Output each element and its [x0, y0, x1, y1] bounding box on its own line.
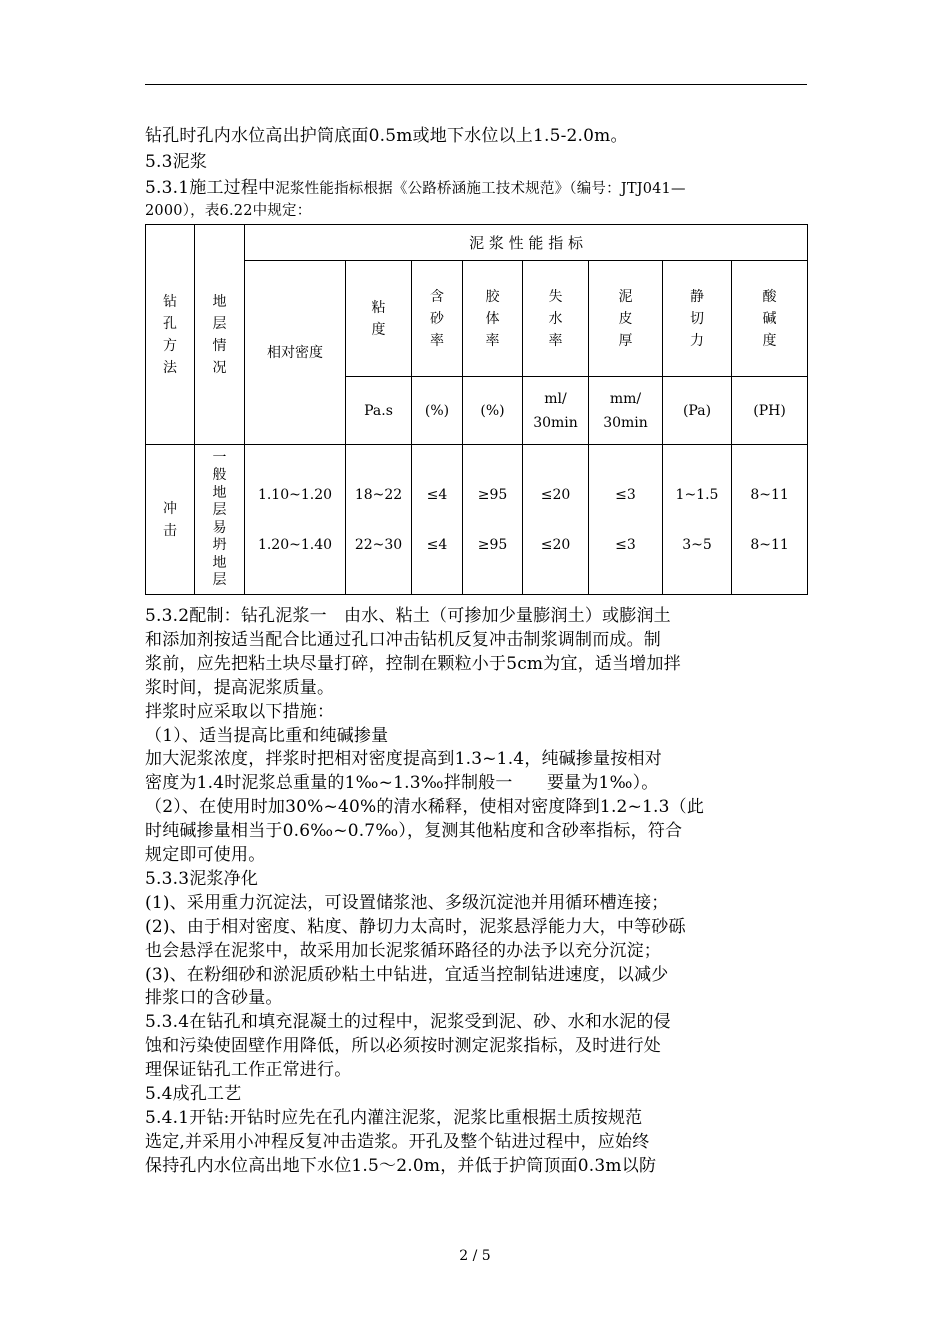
subsection-heading: 5.3.1施工过程中 [145, 178, 276, 198]
table-cell-viscosity: 22~30 [354, 536, 403, 553]
stacked-text-char: 体 [485, 310, 500, 327]
paragraph-line [145, 177, 807, 201]
stacked-text-char: 坍 [212, 537, 227, 553]
table-cell-cake: ≤3 [615, 536, 636, 553]
paragraph-line: 5.3.4在钻孔和填充混凝土的过程中，泥浆受到泥、砂、水和水泥的侵 [145, 1012, 671, 1033]
stacked-text-char: 率 [548, 332, 563, 349]
stacked-text-char: 击 [163, 522, 177, 539]
table-cell-shear: 3~5 [682, 536, 712, 553]
value-density [245, 445, 346, 595]
stacked-text-char: 胶 [485, 288, 500, 305]
paragraph-line: 保持孔内水位高出地下水位1.5～2.0m，并低于护筒顶面0.3m以防 [145, 1155, 657, 1176]
unit-ph: (PH) [732, 377, 808, 445]
stacked-text-char: 一 [212, 449, 227, 466]
stacked-text-char: 砂 [430, 310, 444, 327]
table-cell-viscosity: 18~22 [354, 486, 403, 503]
header-mud-performance: 泥 浆 性 能 指 标 [245, 225, 808, 261]
stacked-text-char: 地 [212, 554, 227, 571]
value-ph [732, 445, 808, 595]
paragraph-line: 和添加剂按适当配合比通过孔口冲击钻机反复冲击制浆调制而成。制 [145, 629, 661, 650]
unit-cake [589, 377, 663, 445]
unit-water-loss [523, 377, 589, 445]
header-drill-method-char: 钻 [163, 293, 177, 310]
value-drill-method [146, 445, 195, 595]
paragraph-line: 5.3.2配制：钻孔泥浆一 由水、粘土（可掺加少量膨润土）或膨润土 [145, 606, 671, 626]
stacked-text-char: 般 [212, 467, 227, 483]
paragraph-line: 理保证钻孔工作正常进行。 [145, 1060, 352, 1081]
table-cell-ph: 8~11 [750, 486, 789, 503]
paragraph-line: 加大泥浆浓度，拌浆时把相对密度提高到1.3~1.4，纯碱掺量按相对 [145, 749, 662, 770]
paragraph-line: 5.4.1开钻:开钻时应先在孔内灌注泥浆，泥浆比重根据土质按规范 [145, 1107, 643, 1128]
header-stratum [195, 225, 245, 445]
paragraph-line: (2)、由于相对密度、粘度、静切力太高时，泥浆悬浮能力大，中等砂砾 [145, 916, 686, 937]
unit-shear: (Pa) [663, 377, 732, 445]
table-cell-shear: 1~1.5 [675, 486, 719, 503]
header-density: 相对密度 [245, 261, 346, 445]
paragraph-line: 排浆口的含砂量。 [145, 988, 283, 1009]
paragraph-line: 5.4成孔工艺 [145, 1084, 242, 1104]
header-stratum-char: 层 [212, 315, 227, 332]
stacked-text-char: mm/ [609, 390, 642, 407]
paragraph-line: 钻孔时孔内水位高出护筒底面0.5m或地下水位以上1.5-2.0m。 [145, 126, 628, 146]
stacked-text-char: 含 [430, 288, 444, 305]
header-sand-content [412, 261, 463, 377]
stacked-text-char: 率 [485, 332, 500, 349]
header-viscosity [346, 261, 412, 377]
paragraph-line: 浆前，应先把粘土块尽量打碎，控制在颗粒小于5cm为宜，适当增加拌 [145, 653, 681, 674]
paragraph-line: 2000），表6.22中规定： [145, 203, 312, 219]
paragraph-line: 也会悬浮在泥浆中，故采用加长泥浆循环路径的办法予以充分沉淀； [145, 940, 661, 961]
stacked-text-char: 酸 [762, 288, 777, 305]
table-cell-ph: 8~11 [750, 536, 789, 553]
header-drill-method-char: 方 [163, 337, 177, 354]
unit-colloid: (%) [463, 377, 523, 445]
paragraph-line: (1)、采用重力沉淀法，可设置储浆池、多级沉淀池并用循环槽连接； [145, 892, 669, 913]
value-water-loss [523, 445, 589, 595]
table-cell-cake: ≤3 [615, 486, 636, 503]
table-cell-waterloss: ≤20 [540, 536, 571, 553]
stacked-text-char: 易 [212, 519, 227, 536]
header-stratum-char: 况 [212, 359, 227, 376]
value-stratum [195, 445, 245, 595]
table-cell-density: 1.20~1.40 [257, 536, 333, 553]
header-drill-method-char: 孔 [163, 315, 177, 332]
unit-viscosity: Pa.s [346, 377, 412, 445]
paragraph-line: 拌浆时应采取以下措施： [145, 701, 335, 722]
paragraph-line: (3)、在粉细砂和淤泥质砂粘土中钻进，宜适当控制钻进速度，以减少 [145, 964, 669, 985]
stacked-text-char: 冲 [163, 500, 177, 517]
header-cake-thickness [589, 261, 663, 377]
stacked-text-char: 水 [548, 310, 563, 327]
stacked-text-char: 皮 [618, 310, 633, 327]
stacked-text-char: 厚 [618, 332, 633, 349]
stacked-text-char: 力 [690, 332, 704, 349]
value-colloid [463, 445, 523, 595]
stacked-text-char: 地 [212, 484, 227, 501]
stacked-text-char: 30min [533, 414, 578, 431]
paragraph-line: 选定,并采用小冲程反复冲击造浆。开孔及整个钻进过程中，应始终 [145, 1131, 650, 1152]
value-viscosity [346, 445, 412, 595]
stacked-text-char: 静 [690, 288, 704, 305]
stacked-text-char: 粘 [371, 299, 386, 316]
paragraph-text: 泥浆性能指标根据《公路桥涵施工技术规范》（编号：JTJ041— [275, 181, 686, 197]
stacked-text-char: 度 [371, 321, 386, 338]
value-shear [663, 445, 732, 595]
stacked-text-char: 层 [212, 502, 227, 518]
value-cake [589, 445, 663, 595]
stacked-text-char: 30min [603, 414, 648, 431]
paragraph-line: 浆时间，提高泥浆质量。 [145, 677, 335, 698]
header-stratum-char: 地 [212, 293, 227, 310]
stacked-text-char: 层 [212, 572, 227, 588]
paragraph-line: 5.3.3泥浆净化 [145, 868, 259, 889]
page-number: 2 / 5 [459, 1248, 491, 1264]
section-heading: 5.3泥浆 [145, 152, 208, 172]
value-sand [412, 445, 463, 595]
stacked-text-char: ml/ [544, 390, 567, 407]
paragraph-line: 规定即可使用。 [145, 845, 266, 865]
mud-performance-table [145, 224, 808, 595]
paragraph-line: 密度为1.4时泥浆总重量的1‰~1.3‰拌制般一 要量为1‰）。 [145, 773, 659, 794]
table-cell-density: 1.10~1.20 [257, 486, 333, 503]
header-drill-method-char: 法 [163, 359, 177, 376]
header-rule [145, 84, 807, 85]
header-static-shear [663, 261, 732, 377]
paragraph-line: 时纯碱掺量相当于0.6‰~0.7‰），复测其他粘度和含砂率指标，符合 [145, 821, 683, 842]
header-drill-method [146, 225, 195, 445]
stacked-text-char: 率 [430, 332, 444, 349]
stacked-text-char: 切 [690, 310, 704, 327]
header-stratum-char: 情 [212, 337, 227, 354]
table-cell-colloid: ≥95 [477, 536, 508, 553]
table-cell-sand: ≤4 [426, 486, 448, 503]
table-cell-sand: ≤4 [426, 536, 448, 553]
stacked-text-char: 泥 [618, 288, 633, 305]
table-cell-waterloss: ≤20 [540, 486, 571, 503]
header-ph [732, 261, 808, 377]
table-cell-colloid: ≥95 [477, 486, 508, 503]
stacked-text-char: 失 [548, 288, 563, 305]
stacked-text-char: 度 [762, 332, 777, 349]
header-colloid-rate [463, 261, 523, 377]
unit-sand: (%) [412, 377, 463, 445]
paragraph-line: 蚀和污染使固壁作用降低，所以必须按时测定泥浆指标，及时进行处 [145, 1036, 661, 1057]
header-water-loss [523, 261, 589, 377]
paragraph-line: （1）、适当提高比重和纯碱掺量 [145, 725, 389, 746]
stacked-text-char: 碱 [762, 310, 777, 327]
paragraph-line: （2）、在使用时加30%~40%的清水稀释，使相对密度降到1.2~1.3（此 [145, 797, 705, 818]
